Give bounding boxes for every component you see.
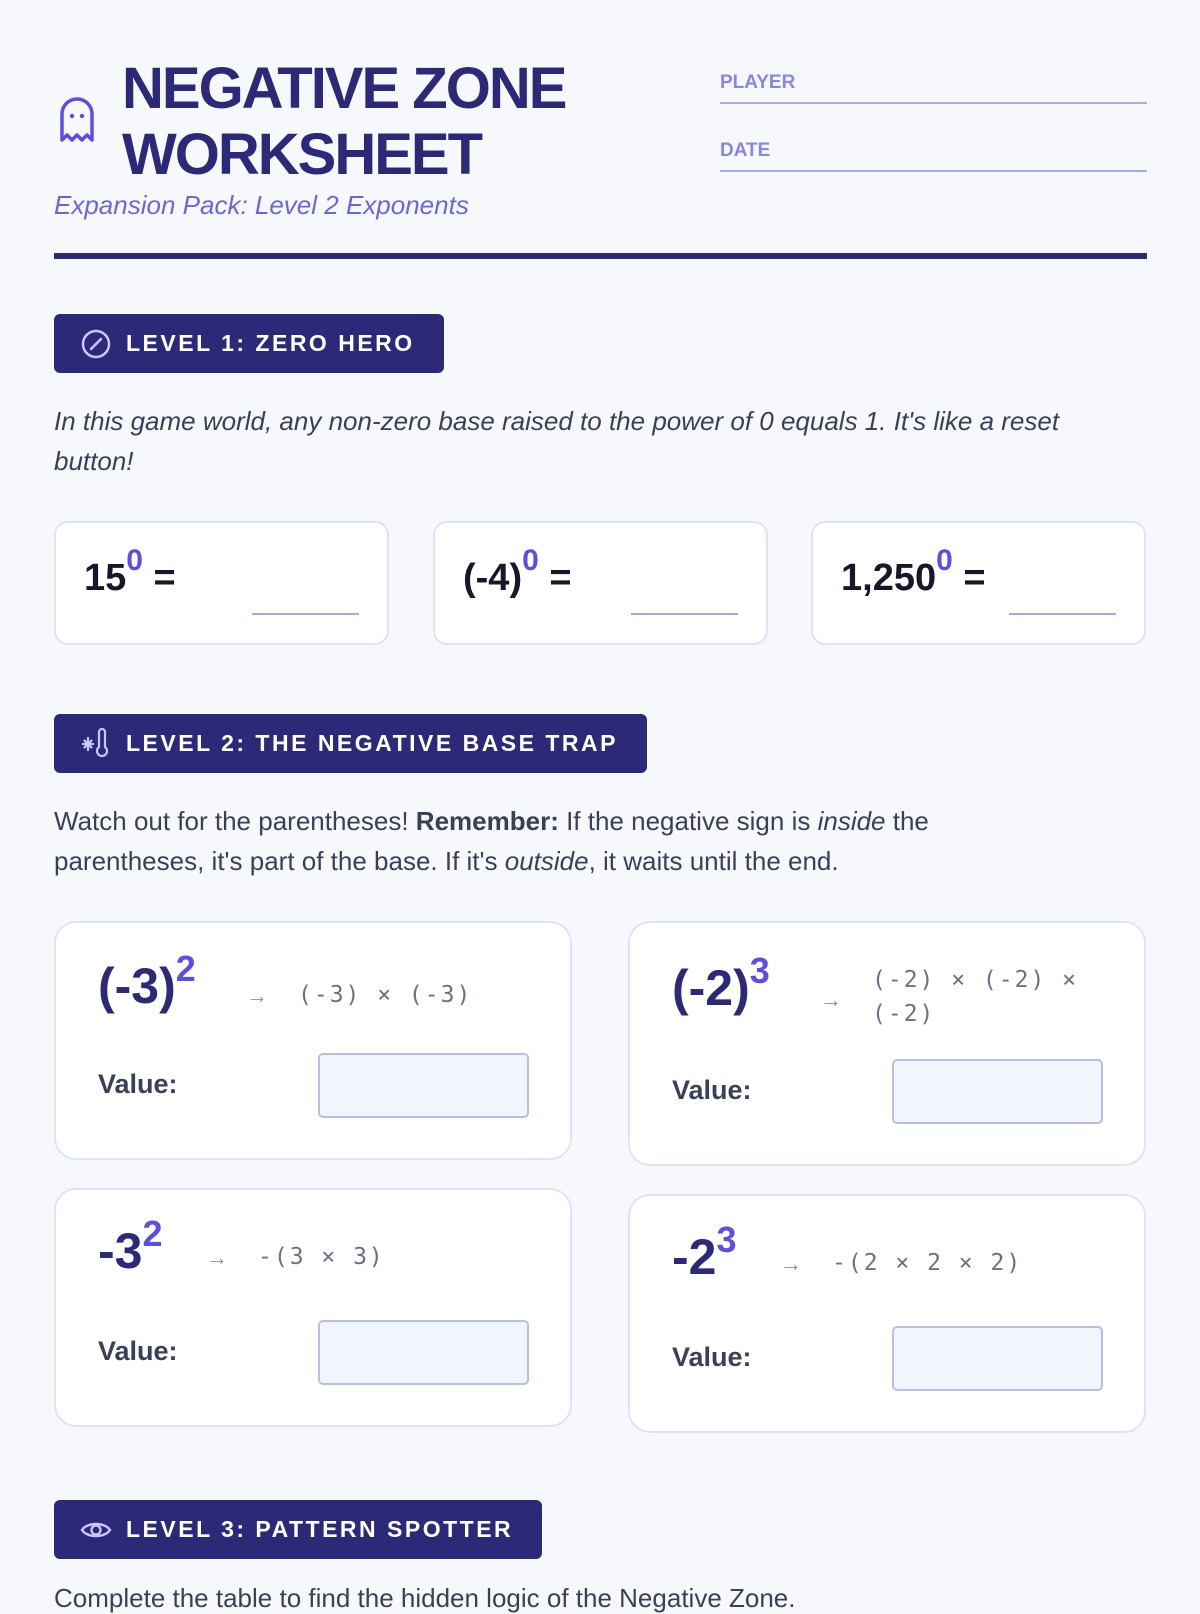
title-line-2: WORKSHEET xyxy=(122,122,481,187)
zero-exponent: 0 xyxy=(522,544,539,578)
power-expression: $(-2)^3$ xyxy=(672,950,770,1016)
level1-intro: In this game world, any non-zero base raised to the power of 0 equals 1. It's like a reset button! xyxy=(54,406,1060,476)
value-label: Value: xyxy=(98,1069,178,1099)
negative-base-card xyxy=(628,921,1146,1166)
zero-problem-card xyxy=(433,521,768,645)
zero-base: 15 xyxy=(84,557,127,599)
player-label: PLAYER xyxy=(720,72,796,93)
power-expression: $-2^3$ xyxy=(672,1219,737,1285)
answer-blank[interactable] xyxy=(1009,613,1116,615)
power-expression: $-3^2$ xyxy=(98,1213,163,1279)
level3-intro: Complete the table to find the hidden logic of the Negative Zone. xyxy=(54,1583,796,1613)
arrow-icon: → xyxy=(246,983,268,1008)
zero-expression xyxy=(84,544,176,600)
page-title xyxy=(122,56,565,188)
level3-title: LEVEL 3: PATTERN SPOTTER xyxy=(126,1516,514,1542)
expansion-hint: -(3 × 3) xyxy=(258,1244,385,1270)
eye-icon xyxy=(80,1514,112,1546)
header-divider xyxy=(54,253,1147,259)
negative-base-card xyxy=(54,921,572,1160)
equals-sign: = xyxy=(963,557,986,599)
level2-title: LEVEL 2: THE NEGATIVE BASE TRAP xyxy=(126,730,618,756)
value-label: Value: xyxy=(672,1342,752,1372)
equals-sign: = xyxy=(549,557,572,599)
negative-base-card xyxy=(628,1194,1146,1433)
worksheet-header xyxy=(54,52,1147,252)
player-field[interactable] xyxy=(720,60,1147,104)
level1-badge xyxy=(54,314,444,373)
zero-expression xyxy=(841,544,986,600)
expansion-hint: -(2 × 2 × 2) xyxy=(832,1250,1023,1276)
value-label: Value: xyxy=(98,1336,178,1366)
zero-base: 1,250 xyxy=(841,557,937,599)
answer-blank[interactable] xyxy=(631,613,738,615)
level1-title: LEVEL 1: ZERO HERO xyxy=(126,330,415,356)
value-input[interactable] xyxy=(318,1320,529,1385)
arrow-icon: → xyxy=(780,1251,802,1276)
title-line-1: NEGATIVE ZONE xyxy=(122,56,566,121)
ghost-icon xyxy=(58,96,96,144)
value-input[interactable] xyxy=(892,1059,1103,1124)
level3-badge xyxy=(54,1500,542,1559)
zero-problem-card xyxy=(54,521,389,645)
zero-problem-card xyxy=(811,521,1146,645)
negative-base-card xyxy=(54,1188,572,1427)
answer-blank[interactable] xyxy=(252,613,359,615)
page-subtitle: Expansion Pack: Level 2 Exponents xyxy=(54,190,469,220)
level2-intro: Watch out for the parentheses! Remember: If the negative sign is inside the parentheses, it's part of the base. If it's outside, it waits until the end. xyxy=(54,806,929,876)
zero-expression xyxy=(463,544,572,600)
equals-sign: = xyxy=(153,557,176,599)
zero-exponent: 0 xyxy=(936,544,953,578)
expansion-hint: (-2) × (-2) × (-2) xyxy=(872,967,1079,1027)
expansion-hint: (-3) × (-3) xyxy=(298,982,473,1008)
value-input[interactable] xyxy=(318,1053,529,1118)
thermometer-snowflake-icon xyxy=(80,728,112,760)
date-label: DATE xyxy=(720,140,771,161)
date-field[interactable] xyxy=(720,128,1147,172)
level2-badge xyxy=(54,714,647,773)
power-expression: $(-3)^2$ xyxy=(98,948,196,1014)
arrow-icon: → xyxy=(206,1245,228,1270)
circle-slash-icon xyxy=(80,328,112,360)
value-input[interactable] xyxy=(892,1326,1103,1391)
value-label: Value: xyxy=(672,1075,752,1105)
zero-exponent: 0 xyxy=(126,544,143,578)
arrow-icon: → xyxy=(820,987,842,1012)
zero-base: (-4) xyxy=(463,557,523,599)
